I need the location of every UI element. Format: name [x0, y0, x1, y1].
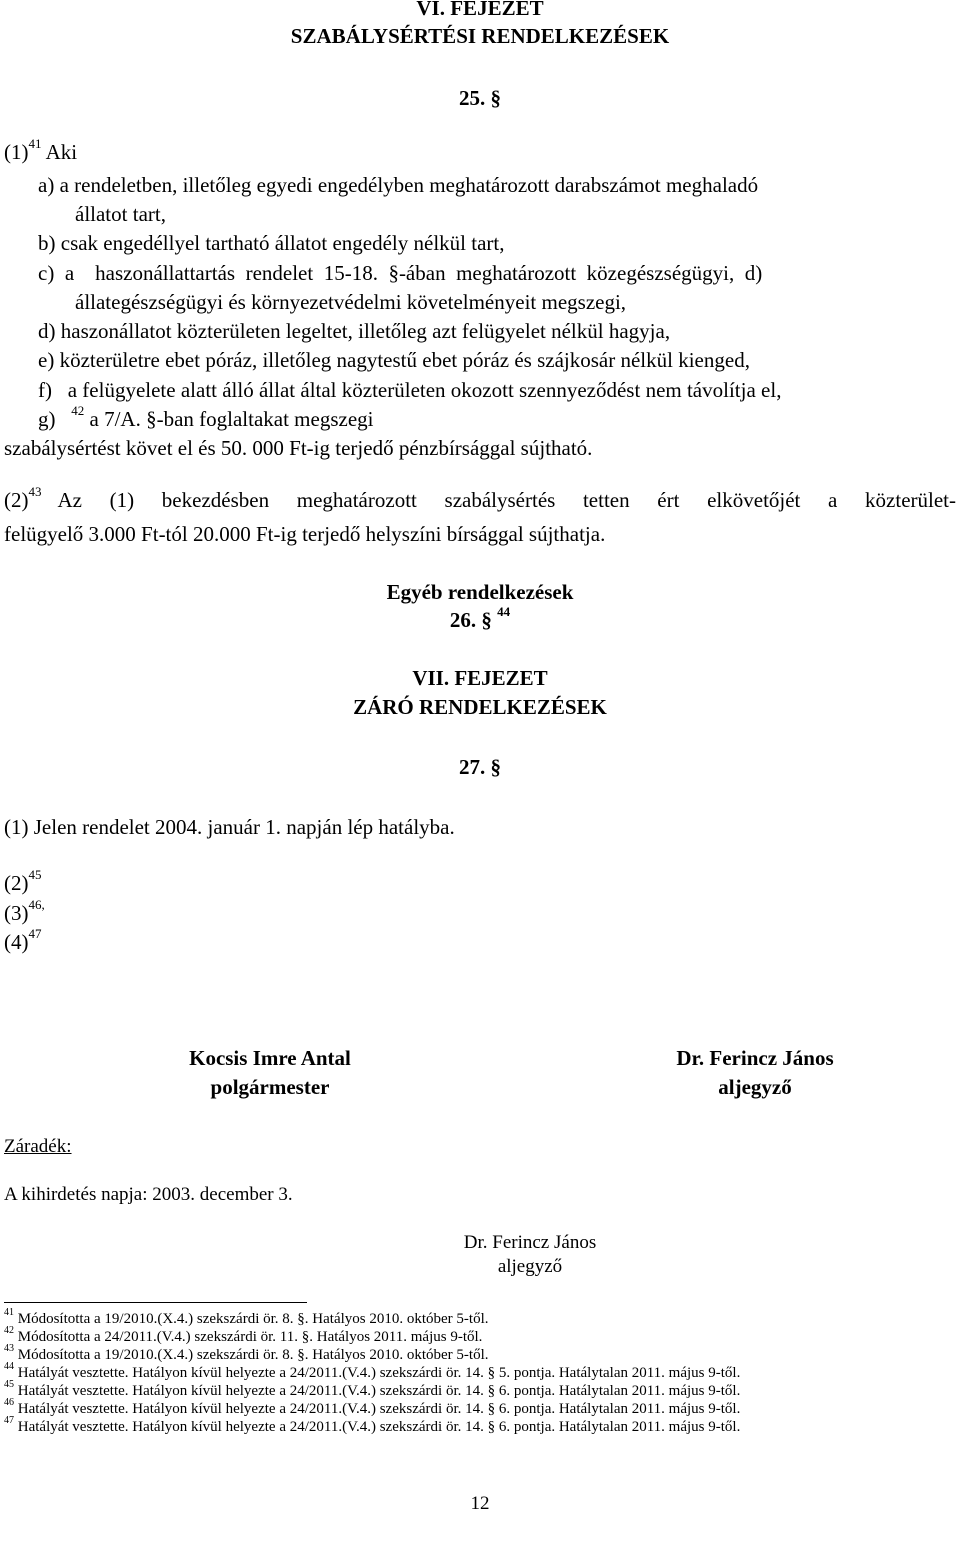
list-item-b: b) csak engedéllyel tartható állatot engedély nélkül tart,: [38, 231, 505, 255]
footnote: $^{42}$ Módosította a 24/2011.(V.4.) szekszárdi ör. 11. §. Hatályos 2011. május 9-től.: [4, 1325, 483, 1345]
list-item-g-text: a 7/A. §-ban foglaltakat megszegi: [89, 407, 374, 431]
footnote: $^{47}$ Hatályát vesztette. Hatályon kívül helyezte a 24/2011.(V.4.) szekszárdi ör. 14. § 6. pontja. Hatálytalan 2011. május 9-től.: [4, 1415, 741, 1435]
chapter-subtitle: ZÁRÓ RENDELKEZÉSEK: [353, 695, 607, 719]
paragraph-1-closing: szabálysértést követ el és 50. 000 Ft-ig terjedő pénzbírsággal sújtható.: [4, 436, 593, 460]
paragraph-lead: Aki: [45, 140, 78, 164]
list-item-a: a) a rendeletben, illetőleg egyedi engedélyben meghatározott darabszámot meghaladó: [38, 173, 759, 197]
paragraph-2-line2: felügyelő 3.000 Ft-tól 20.000 Ft-ig terjedő helyszíni bírsággal sújthatja.: [4, 522, 606, 546]
footnote-ref: 44: [497, 604, 511, 619]
footnote: $^{45}$ Hatályát vesztette. Hatályon kívül helyezte a 24/2011.(V.4.) szekszárdi ör. 14. § 6. pontja. Hatálytalan 2011. május 9-től.: [4, 1379, 741, 1399]
footnote-divider: [4, 1302, 307, 1303]
footnote-ref: 43: [28, 484, 42, 499]
paragraph-1-heading: [4, 136, 78, 165]
list-item-g-letter: g): [38, 407, 56, 431]
signature-right-name: Dr. Ferincz János: [676, 1046, 834, 1070]
footnote-ref: 42: [71, 403, 85, 418]
final-paragraph-1: (1) Jelen rendelet 2004. január 1. napján lép hatályba.: [4, 815, 455, 839]
signature-left-name: Kocsis Imre Antal: [189, 1046, 351, 1070]
signature-left-title: polgármester: [210, 1075, 330, 1099]
footnote: $^{44}$ Hatályát vesztette. Hatályon kívül helyezte a 24/2011.(V.4.) szekszárdi ör. 14. § 5. pontja. Hatálytalan 2011. május 9-től.: [4, 1361, 741, 1381]
announcement-date: A kihirdetés napja: 2003. december 3.: [4, 1184, 293, 1205]
list-item-c: c) a haszonállattartás rendelet 15-18. §-ában meghatározott közegészségügyi, d): [38, 261, 763, 285]
footnote: $^{41}$ Módosította a 19/2010.(X.4.) szekszárdi ör. 8. §. Hatályos 2010. október 5-től.: [4, 1307, 489, 1327]
list-item-g: [38, 403, 374, 432]
chapter-title: VI. FEJEZET: [416, 0, 544, 20]
paragraph-number: $(2)^{43}$: [4, 484, 42, 512]
final-paragraph-2: $(2)^{45}$: [4, 867, 42, 895]
list-item-e: e) közterületre ebet póráz, illetőleg nagytestű ebet póráz és szájkosár nélkül kienged,: [38, 348, 750, 372]
footnote: $^{43}$ Módosította a 19/2010.(X.4.) szekszárdi ör. 8. §. Hatályos 2010. október 5-től.: [4, 1343, 489, 1363]
list-item-a-cont: állatot tart,: [75, 202, 166, 226]
clause-signer-name: Dr. Ferincz János: [463, 1232, 597, 1253]
footnote-ref: 46,: [28, 897, 45, 912]
clause-label: Záradék:: [4, 1136, 72, 1157]
final-paragraph-4: $(4)^{47}$: [4, 926, 42, 954]
list-item-f: f) a felügyelete alatt álló állat által közterületen okozott szennyeződést nem távolítja el,: [38, 378, 782, 402]
paragraph-2-line1: [4, 484, 956, 513]
final-paragraph-3: $(3)^{46,}$: [4, 897, 45, 925]
paragraph-number: (1): [4, 140, 29, 164]
paragraph-2-text: Az (1) bekezdésben meghatározott szabálysértés tetten ért elkövetőjét a közterület-: [57, 488, 956, 512]
footnote-ref: 47: [28, 926, 42, 941]
section-number: 27. §: [459, 755, 501, 779]
list-item-c-cont: állategészségügyi és környezetvédelmi követelményeit megszegi,: [75, 290, 627, 314]
footnote-ref: 41: [28, 136, 42, 151]
section-number: 25. §: [459, 86, 501, 110]
clause-signer-title: aljegyző: [497, 1256, 563, 1277]
chapter-title: VII. FEJEZET: [412, 666, 548, 690]
chapter-subtitle: SZABÁLYSÉRTÉSI RENDELKEZÉSEK: [290, 24, 670, 48]
other-provisions-title: Egyéb rendelkezések: [386, 580, 574, 604]
page-number: 12: [470, 1493, 490, 1514]
signature-right-title: aljegyző: [718, 1075, 792, 1099]
footnote: $^{46}$ Hatályát vesztette. Hatályon kívül helyezte a 24/2011.(V.4.) szekszárdi ör. 14. § 6. pontja. Hatálytalan 2011. május 9-től.: [4, 1397, 741, 1417]
footnote-ref: 45: [28, 867, 42, 882]
list-item-d: d) haszonállatot közterületen legeltet, illetőleg azt felügyelet nélkül hagyja,: [38, 319, 671, 343]
section-number: 26. § $^{44}$: [449, 604, 511, 632]
